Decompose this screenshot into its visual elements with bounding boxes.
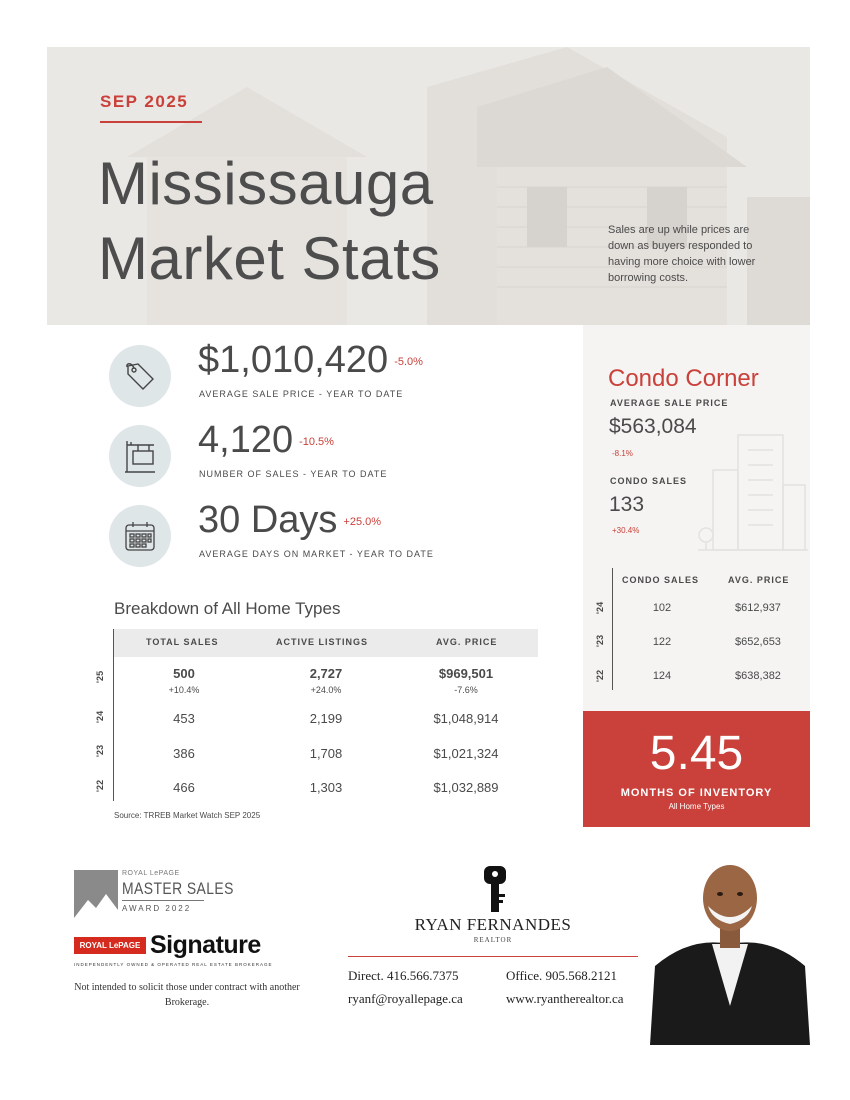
condo-table-cell: $612,937 <box>735 602 781 614</box>
agent-name: RYAN FERNANDES <box>414 915 572 934</box>
inventory-label: MONTHS OF INVENTORY <box>620 787 773 799</box>
table-cell: 2,727 <box>309 666 343 681</box>
column-header: TOTAL SALES <box>146 637 219 647</box>
condo-avg-price-value: $563,084 <box>609 415 697 438</box>
stat-label: AVERAGE DAYS ON MARKET - YEAR TO DATE <box>199 549 434 559</box>
award-mountain-icon <box>74 870 118 918</box>
source-note: Source: TRREB Market Watch SEP 2025 <box>114 811 261 820</box>
table-cell: 1,303 <box>309 780 343 795</box>
report-month: SEP 2025 <box>100 92 189 111</box>
stat-value: $1,010,420 -5.0% <box>198 339 423 381</box>
direct-phone[interactable]: Direct. 416.566.7375 <box>348 968 459 983</box>
condo-table-axis <box>612 568 613 690</box>
email-link[interactable]: ryanf@royallepage.ca <box>348 991 463 1006</box>
table-cell: +10.4% <box>168 685 200 695</box>
stat-label: AVERAGE SALE PRICE - YEAR TO DATE <box>199 389 404 399</box>
condo-sales-value: 133 <box>609 493 645 516</box>
breakdown-table-header <box>114 629 538 657</box>
table-cell: 500 <box>173 666 195 681</box>
condo-table-cell: 102 <box>652 602 672 614</box>
brokerage-tagline: INDEPENDENTLY OWNED & OPERATED REAL ESTATE BROKERAGE <box>74 962 273 967</box>
column-header: AVG. PRICE <box>436 637 498 647</box>
award-divider <box>122 900 204 901</box>
brokerage-name: Signature <box>150 931 261 959</box>
table-cell: $969,501 <box>438 666 494 681</box>
condo-table-cell: $638,382 <box>735 670 781 682</box>
condo-corner-panel <box>583 325 810 711</box>
condo-building-icon <box>698 425 808 555</box>
column-header: ACTIVE LISTINGS <box>276 637 369 647</box>
condo-avg-price-label: AVERAGE SALE PRICE <box>610 398 729 408</box>
stat-days-on-market <box>109 499 569 575</box>
condo-avg-price-change: -8.1% <box>612 449 633 458</box>
table-cell: 1,708 <box>309 746 343 761</box>
row-year: '23 <box>95 744 105 758</box>
keyhole-logo-icon <box>480 864 510 914</box>
table-cell: $1,032,889 <box>433 780 499 795</box>
month-underline <box>100 121 202 123</box>
table-cell: 386 <box>173 746 195 761</box>
row-year: '22 <box>95 779 105 793</box>
breakdown-title: Breakdown of All Home Types <box>114 599 341 618</box>
stat-value: 4,120 -10.5% <box>198 419 334 461</box>
condo-sales-change: +30.4% <box>612 526 640 535</box>
condo-row-year: '24 <box>595 601 605 615</box>
stat-average-sale-price <box>109 339 569 415</box>
agent-title: REALTOR <box>473 936 513 944</box>
market-summary: Sales are up while prices are down as buyers responded to having more choice with lower borrowing costs. <box>608 224 756 284</box>
condo-column-header: CONDO SALES <box>622 575 700 585</box>
stat-value: 30 Days +25.0% <box>198 499 382 541</box>
disclaimer: Not intended to solicit those under contract with another Brokerage. <box>74 982 300 1008</box>
row-year: '25 <box>95 670 105 684</box>
condo-table-cell: $652,653 <box>735 636 781 648</box>
page-title-line2: Market Stats <box>98 225 441 292</box>
for-sale-sign-icon <box>109 425 171 487</box>
agent-photo <box>650 856 810 1045</box>
master-sales-award <box>74 870 234 920</box>
page-title-line1: Mississauga <box>98 150 434 217</box>
hero-banner <box>47 47 810 325</box>
award-year: AWARD 2022 <box>122 904 192 913</box>
agent-divider <box>348 956 638 957</box>
months-of-inventory-box <box>583 711 810 827</box>
stat-number-of-sales <box>109 419 569 495</box>
condo-table-cell: 122 <box>652 636 672 648</box>
condo-corner-title: Condo Corner <box>608 365 759 392</box>
stat-change: -10.5% <box>299 435 334 448</box>
award-brand: ROYAL LePAGE <box>122 870 180 877</box>
table-cell: +24.0% <box>310 685 342 695</box>
condo-row-year: '23 <box>595 634 605 648</box>
table-cell: $1,021,324 <box>433 746 499 761</box>
row-year: '24 <box>95 710 105 724</box>
condo-row-year: '22 <box>595 669 605 683</box>
website-link[interactable]: www.ryantherealtor.ca <box>506 991 624 1006</box>
table-cell: 466 <box>173 780 195 795</box>
calendar-icon <box>109 505 171 567</box>
stat-change: -5.0% <box>394 355 423 368</box>
royal-lepage-logo: ROYAL LePAGE <box>74 937 146 954</box>
table-cell: -7.6% <box>454 685 478 695</box>
table-cell: 453 <box>173 711 195 726</box>
inventory-sublabel: All Home Types <box>668 802 725 811</box>
table-axis-line <box>113 629 114 801</box>
table-cell: 2,199 <box>309 711 343 726</box>
office-phone[interactable]: Office. 905.568.2121 <box>506 968 617 983</box>
price-tag-icon <box>109 345 171 407</box>
award-title: MASTER SALES <box>122 879 234 898</box>
condo-column-header: AVG. PRICE <box>728 575 790 585</box>
stat-change: +25.0% <box>343 515 382 528</box>
condo-sales-label: CONDO SALES <box>610 476 688 486</box>
inventory-value: 5.45 <box>649 727 744 780</box>
stat-label: NUMBER OF SALES - YEAR TO DATE <box>199 469 388 479</box>
condo-table-cell: 124 <box>652 670 672 682</box>
table-cell: $1,048,914 <box>433 711 499 726</box>
